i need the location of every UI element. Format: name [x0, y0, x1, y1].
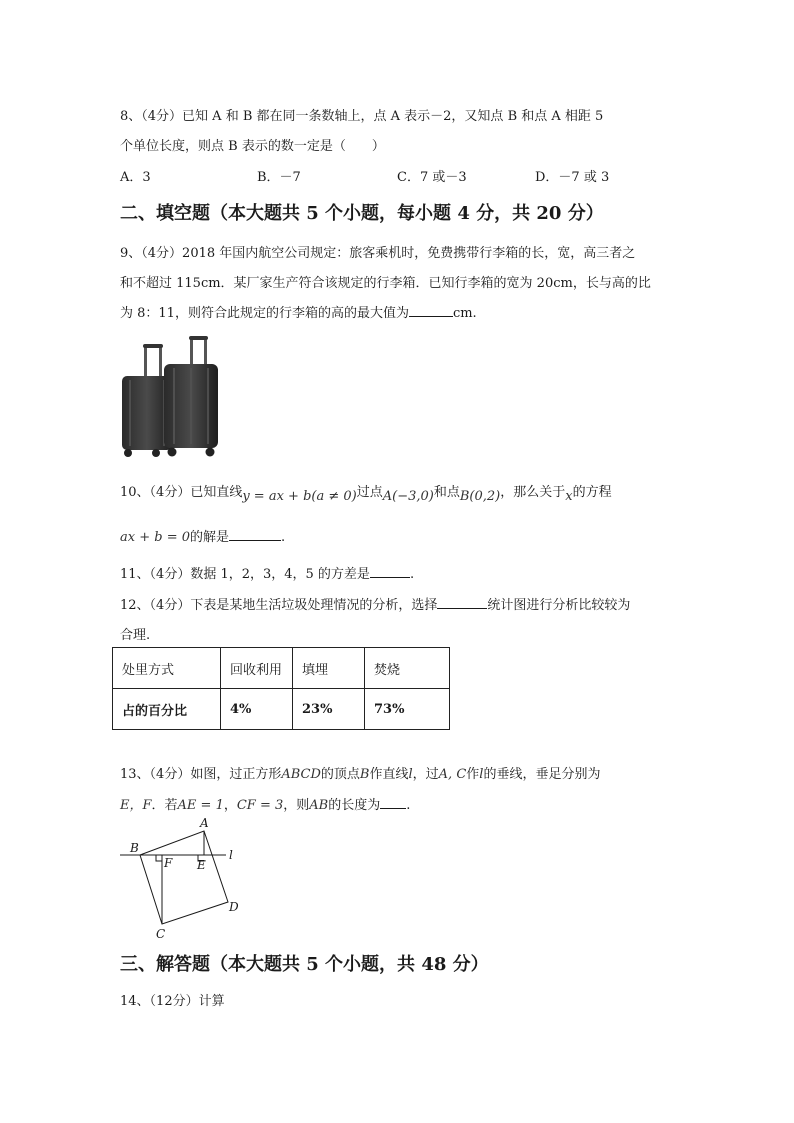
table-cell: 占的百分比 — [113, 689, 221, 730]
square-geometry-figure — [118, 816, 258, 942]
label-a: A — [200, 816, 209, 830]
q8-option-b: B．－7 — [257, 170, 301, 185]
q9-line1: 9、（4分）2018 年国内航空公司规定：旅客乘机时，免费携带行李箱的长，宽，高三者之 — [120, 246, 636, 261]
q10-mid1: 过点 — [356, 485, 383, 500]
q9-answer-blank — [409, 304, 453, 317]
label-d: D — [229, 900, 239, 914]
q13-l1-mid3: ，过 — [412, 767, 439, 782]
table-cell: 回收利用 — [221, 648, 293, 689]
label-l: l — [229, 848, 233, 862]
q10-mid3: ，那么关于 — [500, 485, 566, 500]
q10-answer-blank — [229, 528, 281, 541]
q12-line1 — [120, 594, 630, 613]
q13-l1-mid4: 作 — [466, 767, 480, 782]
q13-line-l-2: l — [479, 767, 484, 782]
q13-l1-mid1: 的顶点 — [320, 767, 360, 782]
suitcase-front — [164, 336, 218, 457]
q10-suffix: 的方程 — [572, 485, 612, 500]
q9-line2: 和不超过 115cm．某厂家生产符合该规定的行李箱．已知行李箱的宽为 20cm，长与高的比 — [120, 276, 651, 291]
q12-answer-blank — [437, 596, 487, 609]
luggage-image — [118, 334, 222, 460]
label-e: E — [197, 858, 206, 872]
q13-end: . — [406, 798, 411, 813]
table-cell: 4% — [221, 689, 293, 730]
q10-point-a: A(−3,0) — [382, 489, 434, 504]
q12-line1-prefix: 12、（4分）下表是某地生活垃圾处理情况的分析，选择 — [120, 598, 438, 613]
q10-prefix: 10、（4分）已知直线 — [120, 485, 243, 500]
q10-line2 — [120, 526, 285, 545]
q13-square-abcd: ABCD — [281, 767, 321, 782]
q9-line3 — [120, 302, 477, 321]
label-c: C — [156, 927, 166, 941]
right-angle-mark-f — [156, 855, 162, 861]
table-cell: 23% — [293, 689, 365, 730]
q13-l1-prefix: 13、（4分）如图，过正方形 — [120, 767, 282, 782]
q11-end: . — [409, 567, 415, 582]
q13-l2-suffix: 的长度为 — [328, 798, 381, 813]
table-cell: 处里方式 — [113, 648, 221, 689]
q9-line3-suffix: cm. — [452, 306, 477, 321]
q12-line1-suffix: 统计图进行分析比较较为 — [487, 598, 631, 613]
q14-line: 14、（12分）计算 — [120, 994, 225, 1009]
section-2-heading: 二、填空题（本大题共 5 个小题，每小题 4 分，共 20 分） — [120, 203, 604, 224]
table-cell: 填埋 — [293, 648, 365, 689]
table-row — [113, 689, 450, 730]
q8-option-d: D．－7 或 3 — [535, 170, 610, 185]
q10-line1 — [120, 481, 612, 504]
garbage-table — [112, 647, 450, 730]
q10-line2-suffix: 的解是 — [190, 530, 230, 545]
square-abcd — [140, 831, 228, 924]
q13-vertex-b: B — [359, 767, 370, 782]
q8-option-a: A．3 — [120, 170, 151, 185]
q10-line-equation: y = ax + b(a ≠ 0) — [242, 489, 357, 504]
q13-line1 — [120, 763, 600, 782]
label-b: B — [130, 841, 139, 855]
q13-ae: AE = 1 — [177, 798, 224, 813]
q8-line2: 个单位长度，则点 B 表示的数一定是（ ） — [120, 139, 385, 154]
q10-variable-x: x — [565, 489, 573, 504]
q10-end: . — [281, 530, 286, 545]
q12-line2: 合理. — [120, 628, 151, 643]
q8-option-c: C．7 或－3 — [397, 170, 467, 185]
q13-l1-mid2: 作直线 — [369, 767, 409, 782]
q8-line1: 8、（4分）已知 A 和 B 都在同一条数轴上，点 A 表示－2，又知点 B 和点 A 相距 5 — [120, 109, 604, 124]
table-cell: 73% — [365, 689, 450, 730]
q11-text: 11、（4分）数据 1，2，3，4，5 的方差是 — [120, 567, 370, 582]
table-header-row — [113, 648, 450, 689]
q11-answer-blank — [370, 565, 410, 578]
q10-equation: ax + b = 0 — [120, 530, 190, 545]
table-cell: 焚烧 — [365, 648, 450, 689]
q9-line3-prefix: 为 8：11，则符合此规定的行李箱的高的最大值为 — [120, 306, 409, 321]
q13-line2 — [120, 794, 410, 813]
q10-point-b: B(0,2) — [459, 489, 501, 504]
q13-points-ac: A, C — [438, 767, 467, 782]
section-3-heading: 三、解答题（本大题共 5 个小题，共 48 分） — [120, 954, 489, 975]
q13-answer-blank — [380, 796, 406, 809]
q13-l1-suffix: 的垂线，垂足分别为 — [483, 767, 601, 782]
q13-l2-mid1: ．若 — [151, 798, 178, 813]
q13-cf: CF = 3 — [236, 798, 284, 813]
q11-line — [120, 563, 414, 582]
q13-comma: ， — [223, 798, 237, 813]
label-f: F — [164, 856, 173, 870]
q10-mid2: 和点 — [433, 485, 460, 500]
q13-l2-mid2: ，则 — [283, 798, 310, 813]
q13-line-l: l — [408, 767, 413, 782]
q13-feet-ef: E，F — [120, 798, 152, 813]
q13-ab: AB — [309, 798, 329, 813]
